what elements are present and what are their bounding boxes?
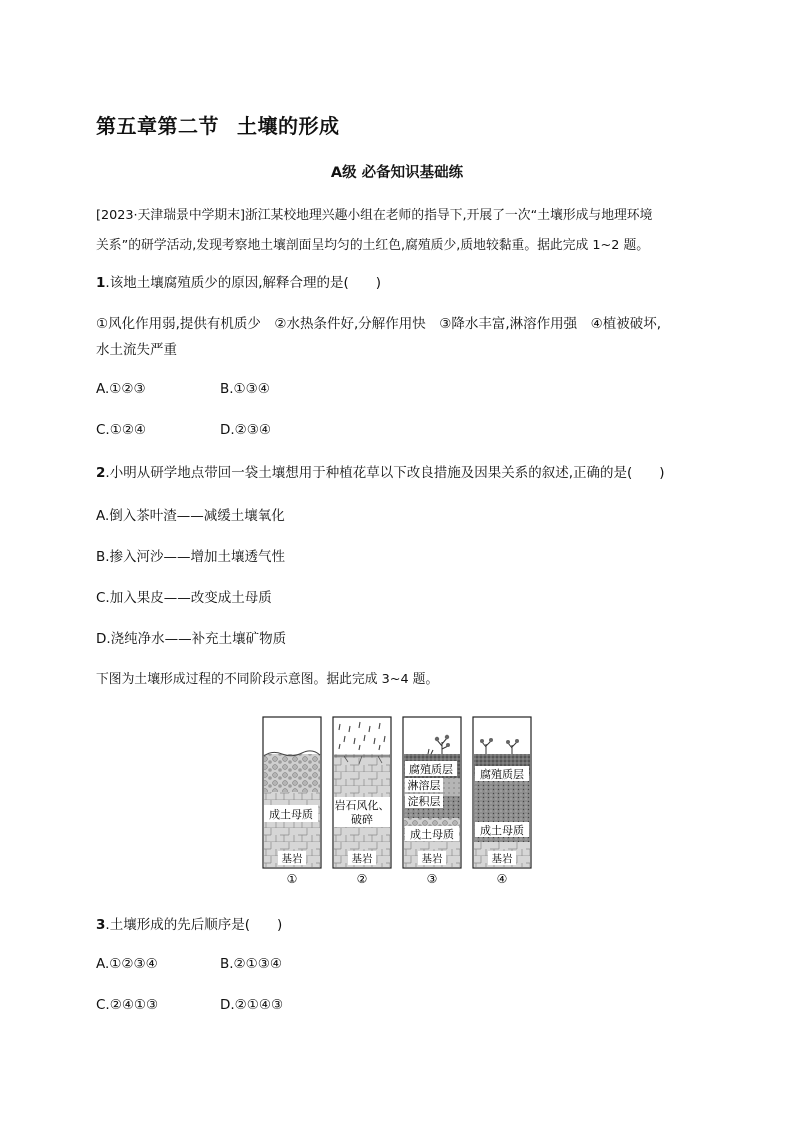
q3-option-a[interactable]: A.①②③④ xyxy=(96,956,158,972)
question-stem: .该地土壤腐殖质少的原因,解释合理的是( ) xyxy=(105,275,382,291)
panel-3 xyxy=(403,717,461,886)
panel-3-caption: ③ xyxy=(426,872,438,886)
question-stem: .小明从研学地点带回一袋土壤想用于种植花草以下改良措施及因果关系的叙述,正确的是( ) xyxy=(105,465,665,481)
chapter-label: 第五章第二节 xyxy=(96,114,219,138)
q1-option-c[interactable]: C.①②④ xyxy=(96,422,147,438)
panel-4 xyxy=(473,717,531,886)
panel-2-base-label: 基岩 xyxy=(351,853,373,865)
panel-3-label-parent: 成土母质 xyxy=(410,828,454,841)
panel-3-label-illuvial: 淀积层 xyxy=(407,795,441,808)
level-heading: A级 必备知识基础练 xyxy=(330,165,464,181)
q2-option-c[interactable]: C.加入果皮——改变成土母质 xyxy=(96,590,272,606)
panel-4-caption: ④ xyxy=(496,872,508,886)
panel-4-base-label: 基岩 xyxy=(491,853,513,865)
q1-statements-line-1: ①风化作用弱,提供有机质少 ②水热条件好,分解作用快 ③降水丰富,淋溶作用强 ④植被破坏, xyxy=(96,316,662,332)
panel-2-label-1: 岩石风化、 xyxy=(334,799,390,812)
q2-option-a[interactable]: A.倒入茶叶渣——减缓土壤氧化 xyxy=(96,508,285,524)
intro-line-2: 关系”的研学活动,发现考察地土壤剖面呈均匀的土红色,腐殖质少,质地较黏重。据此完成 1~2 题。 xyxy=(96,238,650,253)
question-3 xyxy=(96,914,282,936)
panel-3-label-leaching: 淋溶层 xyxy=(407,779,441,792)
question-number: 2 xyxy=(96,465,106,481)
q2-option-d[interactable]: D.浇纯净水——补充土壤矿物质 xyxy=(96,631,287,647)
panel-1-caption: ① xyxy=(286,872,298,886)
q1-option-a[interactable]: A.①②③ xyxy=(96,381,146,397)
panel-2 xyxy=(333,717,391,886)
panel-1-base-label: 基岩 xyxy=(281,853,303,865)
topic-label: 土壤的形成 xyxy=(237,114,340,138)
panel-2-caption: ② xyxy=(356,872,368,886)
panel-4-label-humus: 腐殖质层 xyxy=(480,768,524,781)
q1-option-d[interactable]: D.②③④ xyxy=(220,422,271,438)
question-stem: .土壤形成的先后顺序是( ) xyxy=(105,917,283,933)
panel-1 xyxy=(263,717,321,886)
soil-formation-figure xyxy=(262,716,534,888)
q3-option-d[interactable]: D.②①④③ xyxy=(220,997,284,1013)
q2-option-b[interactable]: B.掺入河沙——增加土壤透气性 xyxy=(96,549,286,565)
question-number: 1 xyxy=(96,275,106,291)
q3-option-c[interactable]: C.②④①③ xyxy=(96,997,159,1013)
panel-3-label-humus: 腐殖质层 xyxy=(409,763,453,776)
question-1 xyxy=(96,272,381,294)
question-2 xyxy=(96,462,665,484)
panel-3-base-label: 基岩 xyxy=(421,853,443,865)
panel-1-label: 成土母质 xyxy=(269,808,313,821)
q1-option-b[interactable]: B.①③④ xyxy=(220,381,270,397)
q1-statements-line-2: 水土流失严重 xyxy=(96,342,177,358)
page-title xyxy=(96,110,340,139)
intro-2: 下图为土壤形成过程的不同阶段示意图。据此完成 3~4 题。 xyxy=(96,672,439,687)
question-number: 3 xyxy=(96,917,106,933)
intro-line-1: [2023·天津瑞景中学期末]浙江某校地理兴趣小组在老师的指导下,开展了一次“土壤形成与地理环境 xyxy=(96,208,653,223)
q3-option-b[interactable]: B.②①③④ xyxy=(220,956,282,972)
panel-2-label-2: 破碎 xyxy=(351,813,373,826)
panel-4-label-parent: 成土母质 xyxy=(480,824,524,837)
